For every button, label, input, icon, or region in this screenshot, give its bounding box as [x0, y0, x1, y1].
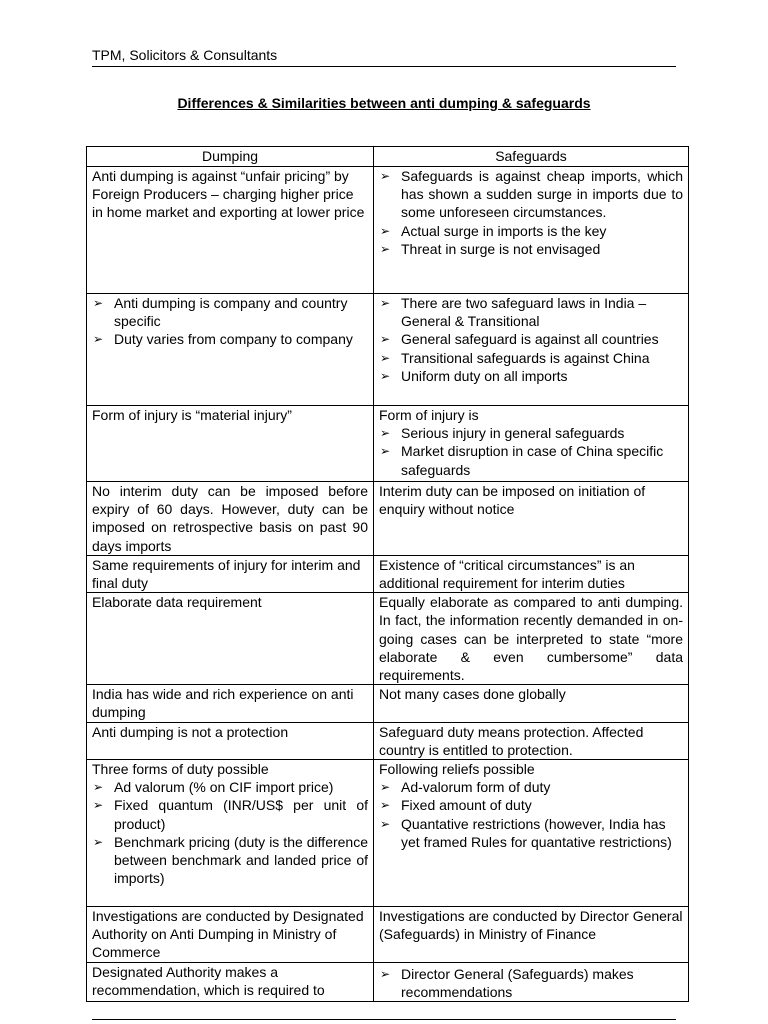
arrow-bullet-icon: ➢: [380, 368, 391, 383]
cell-text: No interim duty can be imposed before expiry of 60 days. However, duty can be imposed on retrospective basis on past 90 days imports: [92, 483, 368, 554]
arrow-bullet-icon: ➢: [380, 296, 391, 310]
arrow-bullet-icon: ➢: [380, 426, 391, 441]
table-row: [87, 555, 689, 592]
table-row: [87, 406, 689, 482]
bullet-item: ➢ Market disruption in case of China specific safeguards: [380, 443, 664, 478]
dumping-cell: [87, 482, 374, 556]
cell-text: Following reliefs possible: [379, 761, 535, 778]
arrow-bullet-icon: ➢: [380, 169, 391, 183]
safeguards-cell: [374, 167, 689, 294]
bullet-item: ➢ Anti dumping is company and country specific: [93, 295, 348, 330]
comparison-table: [86, 146, 689, 1002]
bullet-item: ➢ Fixed amount of duty: [380, 797, 532, 814]
cell-text: Anti dumping is not a protection: [92, 723, 289, 740]
cell-text: Investigations are conducted by Designated Authority on Anti Dumping in Ministry of Commerce: [92, 908, 364, 961]
safeguards-cell: [374, 482, 689, 556]
safeguards-cell: [374, 760, 689, 907]
footer-divider: [92, 1019, 676, 1020]
table-row: [87, 962, 689, 1001]
bullet-list: [379, 424, 683, 479]
dumping-cell: [87, 555, 374, 592]
dumping-cell: [87, 760, 374, 907]
dumping-cell: [87, 593, 374, 685]
arrow-bullet-icon: ➢: [93, 332, 104, 347]
cell-text: Existence of “critical circumstances” is an additional requirement for interim duties: [379, 556, 635, 592]
arrow-bullet-icon: ➢: [380, 350, 391, 365]
dumping-cell: [87, 962, 374, 1001]
arrow-bullet-icon: ➢: [380, 241, 391, 256]
cell-text: Equally elaborate as compared to anti dumping. In fact, the information recently demanded in on-going cases can be interpreted to state “more elaborate & even cumbersome” data requirements.: [379, 594, 683, 684]
safeguards-cell: [374, 294, 689, 406]
table-row: [87, 294, 689, 406]
cell-text: Investigations are conducted by Director General (Safeguards) in Ministry of Finance: [379, 908, 683, 943]
arrow-bullet-icon: ➢: [93, 296, 104, 310]
table-row: [87, 167, 689, 294]
cell-text: Anti dumping is against “unfair pricing” by Foreign Producers – charging higher price in home market and exporting at lower price: [92, 168, 365, 221]
bullet-list: [92, 778, 368, 887]
header-text: TPM, Solicitors & Consultants: [92, 47, 278, 63]
table-row: [87, 760, 689, 907]
cell-text: Designated Authority makes a recommendation, which is required to: [92, 963, 325, 998]
safeguards-cell: [374, 907, 689, 963]
arrow-bullet-icon: ➢: [380, 223, 391, 238]
arrow-bullet-icon: ➢: [380, 444, 391, 459]
bullet-item: ➢ Uniform duty on all imports: [380, 367, 568, 384]
cell-text: Form of injury is “material injury”: [92, 407, 292, 423]
cell-text: India has wide and rich experience on anti dumping: [92, 686, 354, 721]
bullet-item: ➢ Transitional safeguards is against China: [380, 349, 650, 366]
dumping-cell: [87, 406, 374, 482]
bullet-list: [379, 167, 683, 258]
safeguards-cell: [374, 685, 689, 722]
cell-text: Three forms of duty possible: [92, 761, 269, 778]
safeguards-cell: [374, 406, 689, 482]
arrow-bullet-icon: ➢: [93, 798, 104, 813]
table-row: [87, 722, 689, 759]
bullet-list: [92, 294, 368, 349]
document-header: [92, 46, 676, 67]
arrow-bullet-icon: ➢: [93, 780, 104, 795]
bullet-item: ➢ Director General (Safeguards) makes recommendations: [380, 965, 634, 1000]
arrow-bullet-icon: ➢: [380, 816, 391, 831]
header-dumping: Dumping: [87, 147, 374, 167]
bullet-item: ➢ Threat in surge is not envisaged: [380, 240, 601, 257]
bullet-list: [379, 965, 683, 1001]
arrow-bullet-icon: ➢: [380, 332, 391, 347]
bullet-item: ➢ General safeguard is against all countries: [380, 331, 659, 348]
cell-text: Same requirements of injury for interim and final duty: [92, 556, 361, 592]
bullet-item: ➢ Safeguards is against cheap imports, which has shown a sudden surge in imports due to some unforeseen circumstances.: [380, 168, 683, 221]
bullet-item: ➢ There are two safeguard laws in India – General & Transitional: [380, 295, 647, 330]
table-row: [87, 593, 689, 685]
safeguards-cell: [374, 555, 689, 592]
table-row: [87, 907, 689, 963]
arrow-bullet-icon: ➢: [380, 780, 391, 795]
bullet-list: [379, 778, 683, 851]
bullet-item: ➢ Duty varies from company to company: [93, 331, 353, 348]
safeguards-cell: [374, 722, 689, 759]
bullet-item: ➢ Quantative restrictions (however, India has yet framed Rules for quantative restrictions): [380, 815, 672, 850]
arrow-bullet-icon: ➢: [380, 798, 391, 813]
bullet-item: ➢ Benchmark pricing (duty is the difference between benchmark and landed price of imports): [93, 833, 368, 887]
table-header-row: [87, 147, 689, 167]
cell-text: Interim duty can be imposed on initiation of enquiry without notice: [379, 483, 646, 518]
dumping-cell: [87, 167, 374, 294]
table-row: [87, 482, 689, 556]
safeguards-cell: [374, 962, 689, 1001]
dumping-cell: [87, 722, 374, 759]
cell-text: Form of injury is: [379, 407, 479, 423]
arrow-bullet-icon: ➢: [380, 966, 391, 981]
bullet-list: [379, 294, 683, 385]
cell-text: Elaborate data requirement: [92, 594, 262, 611]
bullet-item: ➢ Ad valorum (% on CIF import price): [93, 779, 334, 796]
safeguards-cell: [374, 593, 689, 685]
cell-text: Safeguard duty means protection. Affected country is entitled to protection.: [379, 723, 644, 758]
header-safeguards: Safeguards: [374, 147, 689, 167]
dumping-cell: [87, 907, 374, 963]
bullet-item: ➢ Ad-valorum form of duty: [380, 779, 551, 796]
cell-text: Not many cases done globally: [379, 686, 566, 703]
bullet-item: ➢ Actual surge in imports is the key: [380, 222, 607, 239]
arrow-bullet-icon: ➢: [93, 834, 104, 849]
document-title: Differences & Similarities between anti dumping & safeguards: [177, 95, 591, 111]
bullet-item: ➢ Serious injury in general safeguards: [380, 425, 625, 442]
dumping-cell: [87, 294, 374, 406]
dumping-cell: [87, 685, 374, 722]
table-row: [87, 685, 689, 722]
bullet-item: ➢ Fixed quantum (INR/US$ per unit of product): [93, 797, 368, 832]
